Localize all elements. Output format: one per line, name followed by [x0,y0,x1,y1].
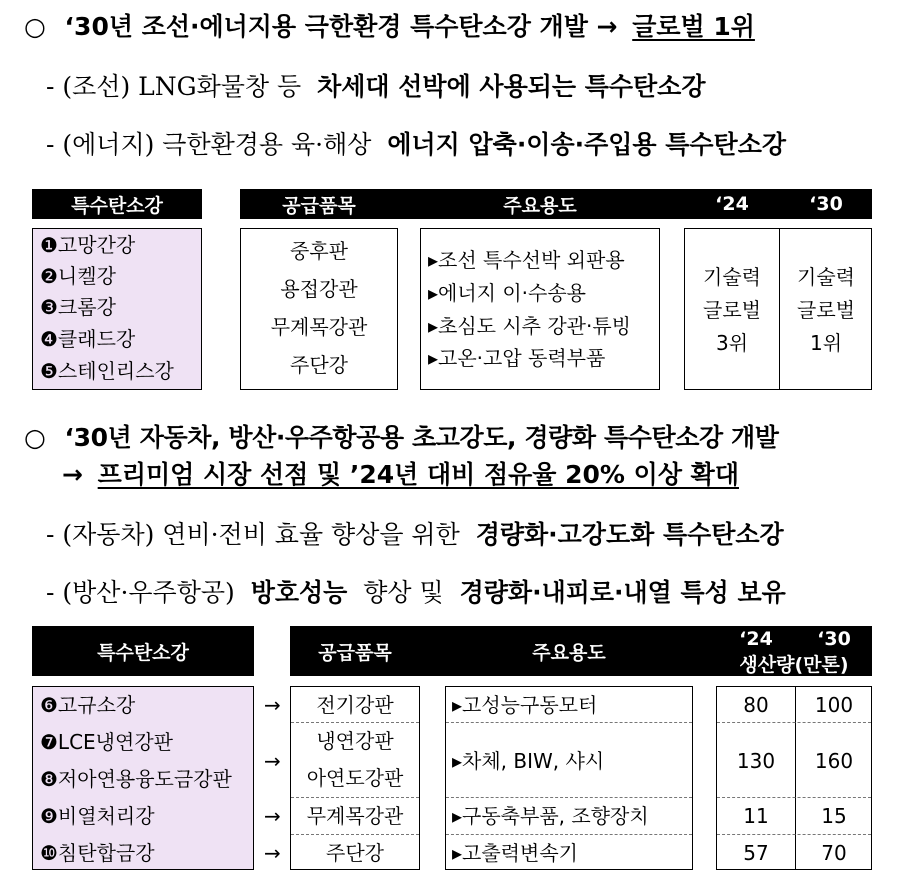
section1-headline-goal: 글로벌 1위 [632,12,755,41]
section2-headline1-text: ‘30년 자동차, 방산·우주항공용 초고강도, 경량화 특수탄소강 개발 [64,423,779,452]
table2-prod24-2: 130 [736,749,776,773]
section1-bullet: ○ [24,12,46,41]
table1-use-2: ▸에너지 이·수송용 [428,281,586,305]
table2-prod30-4: 70 [821,841,847,865]
table1-use-1: ▸조선 특수선박 외판용 [428,248,625,272]
table2-prod24-3: 11 [743,804,769,828]
section2-sub1-label: - (자동차) 연비·전비 효율 향상을 위한 [46,520,460,549]
table1-item-3: 무계목강관 [270,315,368,339]
table2-item-2: 냉연강판 [316,729,394,753]
table2-prod30-3: 15 [821,804,847,828]
section2-sub1 [46,518,784,552]
table1-steel-2: ❷니켈강 [40,264,116,288]
table2-arrow-3: → [264,804,281,828]
section2-sub1-emph: 경량화·고강도화 특수탄소강 [475,520,784,549]
table2-arrow-1: → [264,693,281,717]
table1-header-y30: ‘30 [809,193,843,215]
table1-header-items-label: 공급품목 [282,194,356,217]
section2-headline1 [24,421,779,455]
table1-header-uses: 주요용도 [503,194,577,217]
table2-header-steel: 특수탄소강 [32,626,254,676]
section2-sub2-label: - (방산·우주항공) [46,578,235,607]
section2-bullet: ○ [24,423,46,452]
table2-steel-8: ❽저아연용융도금강판 [40,767,232,791]
table2-use-4: ▸고출력변속기 [452,841,578,865]
section1-sub2-emph: 에너지 압축·이송·주입용 특수탄소강 [387,130,787,159]
section2-headline2-arrow: → [62,460,83,489]
table2-steel-7: ❼LCE냉연강판 [40,730,173,754]
section2-headline2 [62,458,739,492]
table2-prod-hdivider-2 [717,797,871,798]
table2-prod30-1: 100 [814,693,854,717]
table2-header-y24: ‘24 [739,628,773,650]
table2-header-uses: 주요용도 [532,641,606,664]
table2-use-2: ▸차체, BIW, 샤시 [452,749,605,773]
table2-uses-divider-3 [446,834,692,835]
table1-steel-5: ❺스테인리스강 [40,359,174,383]
section1-headline [24,10,755,44]
table1-header-steel: 특수탄소강 [32,189,202,219]
table2-items-divider-3 [291,834,419,835]
table2-arrow-2: → [264,749,281,773]
table2-item-3: 아연도강판 [306,766,404,790]
section1-sub1-label: - (조선) LNG화물창 등 [46,72,302,101]
table1-rank24-2: 글로벌 [703,298,761,322]
section1-headline-main: ‘30년 조선·에너지용 극한환경 특수탄소강 개발 → [64,12,618,41]
table2-steel-6: ❻고규소강 [40,693,136,717]
table2-prod30-2: 160 [814,749,854,773]
table2-header-y30: ‘30 [817,628,851,650]
table1-rank30-1: 기술력 [797,265,855,289]
table2-prod24-4: 57 [743,841,769,865]
table2-item-1: 전기강판 [316,693,394,717]
table1-steel-3: ❸크롬강 [40,295,116,319]
section2-sub2 [46,576,786,610]
table2-steel-10: ❿침탄합금강 [40,841,155,865]
section2-sub2-mid: 향상 및 [363,578,444,607]
table1-rank24-1: 기술력 [703,265,761,289]
section2-sub2-emph2: 경량화·내피로·내열 특성 보유 [459,578,786,607]
table1-use-4: ▸고온·고압 동력부품 [428,346,606,370]
table2-uses-divider-2 [446,797,692,798]
table1-steel-1: ❶고망간강 [40,233,136,257]
table2-use-1: ▸고성능구동모터 [452,693,598,717]
section1-sub1-emph: 차세대 선박에 사용되는 특수탄소강 [317,72,706,101]
table2-prod24-1: 80 [743,693,769,717]
section2-headline2-goal: 프리미엄 시장 선점 및 ’24년 대비 점유율 20% 이상 확대 [97,460,739,489]
table2-steel-9: ❾비열처리강 [40,804,155,828]
table1-steel-4: ❹클래드강 [40,327,136,351]
table1-rank30-3: 1위 [809,331,843,355]
table2-prod-hdivider-1 [717,722,871,723]
table2-items-divider-2 [291,797,419,798]
section1-sub2 [46,128,786,162]
section1-sub1 [46,70,705,104]
table2-use-3: ▸구동축부품, 조향장치 [452,804,649,828]
table2-prod-hdivider-3 [717,834,871,835]
table1-use-3: ▸초심도 시추 강관·튜빙 [428,314,631,338]
table2-item-5: 주단강 [326,841,384,865]
table1-item-1: 중후판 [290,239,348,263]
table2-item-4: 무계목강관 [306,804,404,828]
table1-item-4: 주단강 [290,353,348,377]
table1-rank24-3: 3위 [715,331,749,355]
section2-sub2-emph1: 방호성능 [250,578,348,607]
section1-sub2-label: - (에너지) 극한환경용 육·해상 [46,130,372,159]
table1-item-2: 용접강관 [280,277,358,301]
table2-header-items: 공급품목 [318,641,392,664]
table1-header-y24: ‘24 [715,193,749,215]
table2-uses-divider-1 [446,722,692,723]
table2-header-unit: 생산량(만톤) [739,653,849,676]
table1-rank30-2: 글로벌 [797,298,855,322]
table2-arrow-4: → [264,841,281,865]
table2-items-divider-1 [291,722,419,723]
